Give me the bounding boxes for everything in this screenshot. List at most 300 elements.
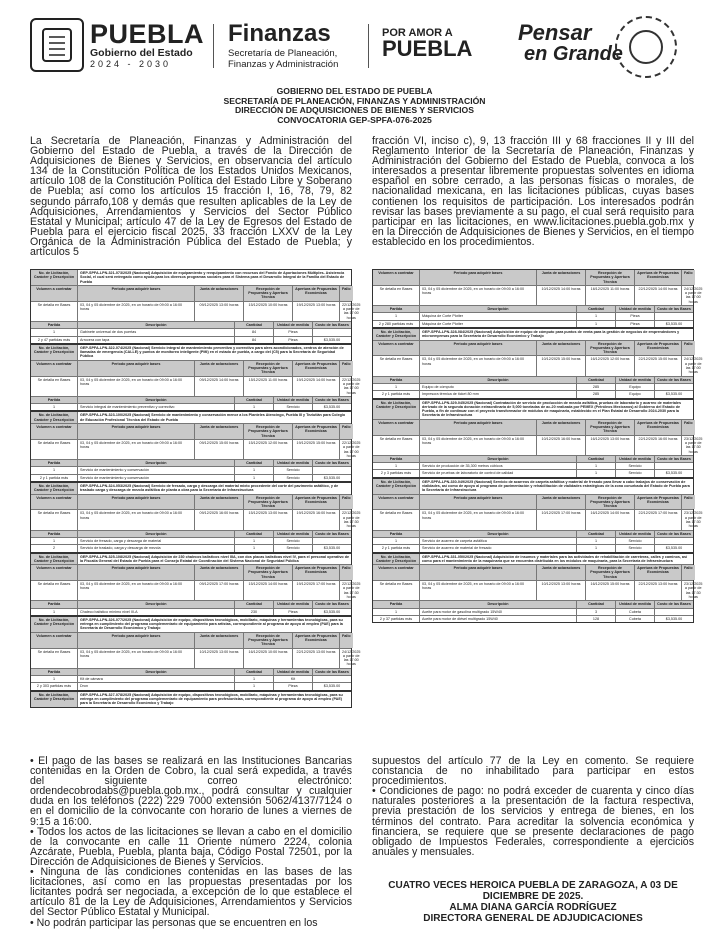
header-junta: Junta de aclaraciones — [194, 286, 243, 301]
header-volumen: Volumen a contratar — [373, 565, 419, 580]
cantidad-cell: 1 — [576, 470, 615, 476]
table-row — [373, 537, 693, 544]
header-unidad: Unidad de medida — [273, 669, 312, 675]
costo-cell — [312, 538, 351, 544]
partida-cell: 1 — [394, 609, 398, 614]
descripcion-cell: Arrocera con tapa — [77, 337, 234, 343]
descripcion-cell: Equipo de cómputo — [419, 384, 576, 390]
fallo-value: 24/12/2025 a partir de las 17:00 horas — [339, 649, 362, 668]
unidad-cell: Servicio — [615, 538, 654, 544]
header-volumen: Volumen a contratar — [373, 420, 419, 435]
header-volumen: Volumen a contratar — [31, 286, 77, 301]
junta-value: 10/12/2025 17:00 horas — [536, 510, 585, 529]
header-junta: Junta de aclaraciones — [194, 424, 243, 439]
header-volumen: Volumen a contratar — [31, 565, 77, 580]
header-recepcion: Recepción de Propuestas y Apertura Técnica — [243, 361, 292, 376]
tender-block — [372, 399, 703, 478]
recepcion-value: 16/12/2025 10:00 horas — [243, 649, 292, 668]
costo-cell: $3,535.00 — [654, 616, 693, 622]
label-no-licitacion: No. de Licitación, Carácter y Descripción — [31, 412, 77, 423]
header-costo: Costo de las Bases — [654, 531, 693, 537]
por-amor-a-puebla-logo — [382, 28, 472, 59]
table-row — [373, 469, 693, 476]
header-partida: Partida — [373, 306, 419, 312]
header-apertura: Apertura de Propuestas Económicas — [292, 565, 339, 580]
header-cantidad: Cantidad — [234, 601, 273, 607]
descripcion-cell: Chaleco balístico mínimo nivel III-A — [77, 609, 234, 615]
puebla-subtitle: Gobierno del Estado — [90, 46, 193, 59]
header-unidad: Unidad de medida — [615, 377, 654, 383]
header-volumen: Volumen a contratar — [31, 495, 77, 510]
label-no-licitacion: No. de Licitación, Carácter y Descripción — [31, 270, 77, 285]
header-costo: Costo de las Bases — [312, 601, 351, 607]
costo-cell — [654, 463, 693, 469]
label-no-licitacion: No. de Licitación, Carácter y Descripción — [373, 329, 419, 340]
costo-cell: $3,535.00 — [312, 683, 351, 689]
table-row — [373, 608, 693, 615]
costo-cell: $3,535.00 — [654, 545, 693, 551]
header-descripcion: Descripción — [419, 601, 576, 607]
unidad-cell: Kit — [273, 676, 312, 682]
header-unidad: Unidad de medida — [615, 306, 654, 312]
header-volumen: Volumen a contratar — [373, 341, 419, 356]
cantidad-cell: 285 — [576, 384, 615, 390]
signature-title: DIRECTORA GENERAL DE ADJUDICACIONES — [423, 913, 643, 924]
apertura-value: 19/12/2025 13:00 horas — [292, 302, 339, 321]
tender-description: GEP-SPFA-LPN-328-084/2025 (Nacional) Adquisición de equipo de cómputo para puntos de venta para la gestión de negocios de emprendedores y microempresas para la Secretaría de Desarrollo Económico y Trabajo — [419, 329, 693, 340]
header-fallo: Fallo — [681, 565, 695, 580]
periodo-value: 03, 04 y 05 diciembre de 2025, en un horario de 09:00 a 16:00 horas — [77, 581, 194, 600]
table-row — [373, 615, 693, 622]
header-descripcion: Descripción — [77, 397, 234, 403]
unidad-cell: Pieza — [615, 321, 654, 327]
header-apertura: Apertura de Propuestas Económicas — [292, 633, 339, 648]
unidad-cell: Equipo — [615, 384, 654, 390]
apertura-value: 19/12/2025 17:00 horas — [292, 581, 339, 600]
periodo-value: 03, 04 y 05 diciembre de 2025, en un horario de 09:00 a 16:00 horas — [419, 581, 536, 600]
header-partida: Partida — [31, 601, 77, 607]
fallo-value: 22/12/2025 a partir de las 17:30 horas — [339, 581, 362, 600]
descripcion-cell: Máquina de Corte Plotter — [419, 321, 576, 327]
title-line: CONVOCATORIA GEP-SPFA-076-2025 — [277, 114, 432, 125]
conditions-left — [30, 756, 352, 928]
table-row — [31, 544, 351, 551]
finanzas-subtitle-2: Finanzas y Administración — [228, 59, 339, 70]
intro-paragraph-right: fracción VI, inciso c), 9, 13 fracción III y 68 fracciones II y III del Reglamento Interior de la Secretaría de Planeación, Finanzas y Administración del Gobierno del Estado de Puebla, convoca a los interesados a presentar libremente propuestas solventes en idioma español en sobre cerrado, a las personas físicas o morales, de nacionalidad mexicana, en las licitaciones públicas, cuyas bases contienen los requisitos de participación. Los interesados podrán revisar las bases previamente a su pago, el cual será requisito para participar en las licitaciones, en www.licitaciones.puebla.gob.mx y en la Dirección de Adquisiciones de Bienes y Servicios, en el tiempo establecido en los procedimientos. — [372, 135, 694, 248]
header-junta: Junta de aclaraciones — [536, 341, 585, 356]
header-descripcion: Descripción — [419, 531, 576, 537]
descripcion-cell: Servicio integral de mantenimiento preventivo y correctivo — [77, 404, 234, 410]
header-divider — [213, 24, 214, 68]
header-recepcion: Recepción de Propuestas y Apertura Técnica — [243, 424, 292, 439]
header-recepcion: Recepción de Propuestas y Apertura Técnica — [585, 565, 634, 580]
header-apertura: Apertura de Propuestas Económicas — [292, 424, 339, 439]
condition-item: • El pago de las bases se realizará en las Instituciones Bancarias contenidas en la Orden de Cobro, la cual será expedida, a través del siguiente correo electrónico: ordendecobrodabs@puebla.gob.mx., podrá consultar y cualquier duda en los teléfonos (222) 229 7000 extensión 5062/4137/7124 o en el domicilio de la convocante con horario de lunes a viernes de 9:15 a 16:00. — [30, 755, 352, 828]
header-recepcion: Recepción de Propuestas y Apertura Técnica — [585, 420, 634, 435]
descripcion-cell: Impresora térmica de ticket 80 mm — [419, 391, 576, 397]
cantidad-cell: 1 — [234, 538, 273, 544]
header-cantidad: Cantidad — [234, 322, 273, 328]
costo-cell — [654, 609, 693, 615]
cantidad-cell: 128 — [576, 616, 615, 622]
header-fallo: Fallo — [681, 270, 695, 285]
tender-block — [372, 328, 703, 399]
por-amor-text: POR AMOR A — [382, 27, 453, 39]
header-apertura: Apertura de Propuestas Económicas — [634, 270, 681, 285]
unidad-cell: Servicio — [615, 545, 654, 551]
header-unidad: Unidad de medida — [273, 601, 312, 607]
tender-block — [372, 553, 703, 624]
label-no-licitacion: No. de Licitación, Carácter y Descripción — [31, 692, 77, 707]
apertura-value: 22/12/2025 14:00 horas — [634, 286, 681, 305]
partida-cell: 1 — [394, 384, 398, 389]
recepcion-value: 16/12/2025 11:00 horas — [585, 286, 634, 305]
apertura-value: 22/12/2025 13:00 horas — [292, 649, 339, 668]
label-no-licitacion: No. de Licitación, Carácter y Descripción — [373, 479, 419, 494]
costo-cell — [312, 467, 351, 473]
recepcion-value: 16/12/2025 13:00 horas — [585, 436, 634, 455]
cantidad-cell: 1 — [576, 463, 615, 469]
cantidad-cell: 1 — [576, 321, 615, 327]
table-row — [31, 403, 351, 410]
header-unidad: Unidad de medida — [273, 531, 312, 537]
header-periodo: Periodo para adquirir bases — [77, 565, 194, 580]
header-fallo: Fallo — [339, 361, 353, 376]
header-volumen: Volumen a contratar — [31, 361, 77, 376]
table-row — [373, 544, 693, 551]
cantidad-cell: 84 — [234, 337, 273, 343]
volumen-value: Se detalla en Bases — [37, 302, 71, 307]
table-row — [31, 608, 351, 615]
recepcion-value: 16/12/2025 14:00 horas — [585, 510, 634, 529]
header-costo: Costo de las Bases — [654, 306, 693, 312]
header-recepcion: Recepción de Propuestas y Apertura Técnica — [585, 341, 634, 356]
partida-cell: 1 — [52, 468, 56, 473]
header-cantidad: Cantidad — [234, 669, 273, 675]
header-cantidad: Cantidad — [234, 460, 273, 466]
header-cantidad: Cantidad — [576, 306, 615, 312]
header-descripcion: Descripción — [77, 322, 234, 328]
header-partida: Partida — [31, 397, 77, 403]
state-seal-icon — [30, 18, 84, 72]
recepcion-value: 15/12/2025 10:00 horas — [243, 302, 292, 321]
condition-item: • Ninguna de las condiciones contenidas en las bases de las licitaciones, así como en las propuestas presentadas por los licitantes podrá ser negociada, a excepción de lo que establece el artículo 81 de la Ley de Adquisiciones, Arrendamientos y Servicios del Sector Público Estatal y Municipal. — [30, 866, 352, 919]
label-no-licitacion: No. de Licitación, Carácter y Descripción — [373, 554, 419, 565]
volumen-value: Se detalla en Bases — [37, 377, 71, 382]
periodo-value: 03, 04 y 05 diciembre de 2025, en un horario de 09:00 a 16:00 horas — [419, 510, 536, 529]
header-junta: Junta de aclaraciones — [194, 565, 243, 580]
cantidad-cell: 230 — [234, 609, 273, 615]
fallo-value: 22/12/2025 a partir de las 17:00 horas — [339, 377, 362, 396]
tenders-table-column-left — [30, 269, 361, 708]
tender-block — [30, 411, 361, 482]
tender-description: GEP-SPFA-LPN-325-108/2025 (Nacional) Adquisición de 230 chalecos balísticos nivel IIIA, con dos placas balísticas nivel IV, para el personal operativo de la Fiscalía General del Estado de Puebla para el Consejo Estatal de Coordinación del Sistema Nacional de Seguridad Pública — [77, 554, 351, 565]
signature-place-date: CUATRO VECES HEROICA PUEBLA DE ZARAGOZA, A 03 DE DICIEMBRE DE 2025. — [388, 880, 678, 902]
partida-cell: 1 — [394, 538, 398, 543]
table-row — [31, 336, 351, 343]
header-periodo: Periodo para adquirir bases — [419, 270, 536, 285]
apertura-value: 19/12/2025 15:00 horas — [292, 440, 339, 459]
header-cantidad: Cantidad — [234, 531, 273, 537]
fallo-value: 23/12/2025 a partir de las 17:30 horas — [681, 436, 704, 455]
costo-cell: $3,535.00 — [654, 321, 693, 327]
header-descripcion: Descripción — [419, 456, 576, 462]
table-row — [373, 383, 693, 390]
tender-description: GEP-SPFA-LPN-330-049/2025 (Nacional) Servicio de acarreos de carpeta asfáltica y material de fresado para llevar a cabo trabajos de conservación de vialidades, así como de apoyo al programa de pavimentación y rehabilitación de vialidades estratégicas de la zona conurbada del Estado de Puebla para la Secretaría de Infraestructura — [419, 479, 693, 494]
volumen-value: Se detalla en Bases — [37, 440, 71, 445]
header-apertura: Apertura de Propuestas Económicas — [292, 361, 339, 376]
junta-value: 09/12/2025 15:00 horas — [194, 440, 243, 459]
title-line: DIRECCIÓN DE ADQUISICIONES DE BIENES Y SERVICIOS — [235, 105, 474, 116]
header-fallo: Fallo — [339, 495, 353, 510]
recepcion-value: 15/12/2025 12:00 horas — [243, 440, 292, 459]
periodo-value: 03, 04 y 05 diciembre de 2025, en un horario de 09:00 a 16:00 horas — [419, 436, 536, 455]
partida-cell: 2 y 280 partidas más — [378, 321, 414, 326]
tender-description: GEP-SPFA-LPN-326-077/2025 (Nacional) Adquisición de equipo, dispositivos tecnológicos, mobiliario, máquinas y herramientas tecnológicas, para su entrega en cumplimiento del programa complementario de equipamiento para artistas, correspondiente al programa de apoyo al empleo (PAE) para la Secretaría de Desarrollo Económico y Trabajo — [77, 617, 351, 632]
junta-value: 09/12/2025 14:00 horas — [194, 377, 243, 396]
condition-item: supuestos del artículo 77 de la Ley en comento. Se requiere constancia de no inhabilitado para participar en estos procedimientos. — [372, 755, 694, 788]
header-costo: Costo de las Bases — [312, 460, 351, 466]
header-descripcion: Descripción — [77, 669, 234, 675]
condition-item: • No podrán participar las personas que se encuentren en los — [30, 916, 318, 929]
tender-description: GEP-SPFA-LPN-331-050/2025 (Nacional) Adquisición de insumos y materiales para las actividades de rehabilitación de carreteras, calles y caminos, así como para el mantenimiento de la maquinaria que se encuentra distribuida en los módulos de maquinaria, para la Secretaría de Infraestructura — [419, 554, 693, 565]
costo-cell: $3,535.00 — [654, 391, 693, 397]
header-apertura: Apertura de Propuestas Económicas — [634, 495, 681, 510]
header-apertura: Apertura de Propuestas Económicas — [634, 341, 681, 356]
junta-value: 10/12/2025 16:00 horas — [536, 436, 585, 455]
unidad-cell: Servicio — [615, 463, 654, 469]
apertura-value: 19/12/2025 14:00 horas — [292, 377, 339, 396]
header-junta: Junta de aclaraciones — [536, 270, 585, 285]
recepcion-value: 15/12/2025 13:00 horas — [243, 510, 292, 529]
junta-value: 09/12/2025 13:00 horas — [194, 302, 243, 321]
periodo-value: 03, 04 y 05 diciembre de 2025, en un horario de 09:00 a 16:00 horas — [419, 286, 536, 305]
partida-cell: 2 y 47 partidas más — [37, 337, 71, 342]
header-fallo: Fallo — [339, 286, 353, 301]
label-no-licitacion: No. de Licitación, Carácter y Descripción — [31, 345, 77, 360]
cantidad-cell: 1 — [234, 404, 273, 410]
header-volumen: Volumen a contratar — [373, 495, 419, 510]
descripcion-cell: Servicio de fresado, carga y descarga de material — [77, 538, 234, 544]
table-row — [31, 537, 351, 544]
unidad-cell: Equipo — [615, 391, 654, 397]
periodo-value: 03, 04 y 05 diciembre de 2025, en un horario de 09:00 a 16:00 horas — [77, 510, 194, 529]
header-costo: Costo de las Bases — [654, 601, 693, 607]
header-fallo: Fallo — [339, 633, 353, 648]
en-grande-text: en Grande — [524, 43, 623, 65]
header-fallo: Fallo — [681, 495, 695, 510]
volumen-value: Se detalla en Bases — [37, 511, 71, 516]
table-row — [31, 682, 351, 689]
page-header — [0, 0, 709, 78]
tender-block — [30, 691, 352, 708]
partida-cell: 2 y 1 partida más — [381, 546, 411, 551]
descripcion-cell: Servicio de acarreo de material de fresado — [419, 545, 576, 551]
periodo-value: 03, 04 y 05 diciembre de 2025, en un horario de 09:00 a 16:00 horas — [77, 377, 194, 396]
signature-block — [372, 880, 694, 924]
header-apertura: Apertura de Propuestas Económicas — [634, 565, 681, 580]
tender-description: GEP-SPFA-LPN-327-078/2025 (Nacional) Adquisición de equipo, dispositivos tecnológicos, mobiliario, máquinas y herramientas tecnológicas, para su entrega en cumplimiento del programa complementario de equipamiento para profesionistas, correspondiente al programa de apoyo al empleo (PAE) para la Secretaría de Desarrollo Económico y Trabajo — [77, 692, 351, 707]
header-junta: Junta de aclaraciones — [194, 633, 243, 648]
costo-cell — [312, 676, 351, 682]
header-descripcion: Descripción — [419, 377, 576, 383]
header-fallo: Fallo — [681, 420, 695, 435]
puebla-years: 2024 - 2030 — [90, 58, 172, 69]
header-cantidad: Cantidad — [234, 397, 273, 403]
cantidad-cell: 285 — [576, 391, 615, 397]
apertura-value: 22/12/2025 15:00 horas — [634, 356, 681, 375]
volumen-value: Se detalla en Bases — [379, 286, 413, 291]
tender-description: GEP-SPFA-LPN-321-073/2025 (Nacional) Adquisición de equipamiento y reequipamiento con recursos del Fondo de Aportaciones Múltiples- Asistencia Social, el cual será entregado como ayuda para los diversos programas sociales para el Sistema para el Desarrollo Integral de la Familia del Estado de Puebla — [77, 270, 351, 285]
table-row — [31, 328, 351, 335]
recepcion-value: 16/12/2025 12:00 horas — [585, 356, 634, 375]
unidad-cell: Cubeta — [615, 609, 654, 615]
header-junta: Junta de aclaraciones — [536, 565, 585, 580]
descripcion-cell: Servicio de producción de 35,300 metros cúbicos — [419, 463, 576, 469]
fallo-value: 22/12/2025 a partir de las 17:00 horas — [339, 440, 362, 459]
periodo-value: 03, 04 y 05 diciembre de 2025, en un horario de 09:00 a 16:00 horas — [77, 440, 194, 459]
unidad-cell: Pieza — [273, 683, 312, 689]
costo-cell: $3,535.00 — [312, 475, 351, 481]
recepcion-value: 15/12/2025 11:00 horas — [243, 377, 292, 396]
tender-block — [30, 269, 361, 344]
cantidad-cell: 1 — [576, 545, 615, 551]
fallo-value: 23/12/2025 a partir de las 17:30 horas — [681, 510, 704, 529]
fallo-value: 24/12/2025 a partir de las 17:00 horas — [681, 356, 704, 375]
unidad-cell: Servicio — [273, 475, 312, 481]
unidad-cell: Servicio — [273, 538, 312, 544]
partida-cell: 1 — [52, 405, 56, 410]
header-divider — [368, 24, 369, 68]
cantidad-cell: 1 — [234, 475, 273, 481]
partida-cell: 1 — [52, 609, 56, 614]
intro-paragraph-left: La Secretaría de Planeación, Finanzas y Administración del Gobierno del Estado de Puebla, a través de la Dirección de Adquisiciones de Bienes y Servicios, en observancia del artículo 134 de la Constitución Política de los Estados Unidos Mexicanos, artículo 108 de la Constitución Política del Estado Libre y Soberano de Puebla; así como los artículos 15 fracción I, 16, 78, 79, 82 segundo párrafo,108 y demás que resulten aplicables de la Ley de Adquisiciones, Arrendamientos y Servicios del Sector Público Estatal y Municipal; artículo 47 de la Ley de Egresos del Estado de Puebla para el ejercicio fiscal 2025, 33 fracción LXXV de la Ley Orgánica de la Administración Pública del Estado de Puebla; y artículos 5 — [30, 135, 352, 259]
volumen-value: Se detalla en Bases — [379, 582, 413, 587]
table-row — [31, 466, 351, 473]
label-no-licitacion: No. de Licitación, Carácter y Descripción — [373, 400, 419, 419]
unidad-cell: Pieza — [615, 313, 654, 319]
apertura-value: 19/12/2025 16:00 horas — [292, 510, 339, 529]
cantidad-cell: 1 — [234, 467, 273, 473]
header-cantidad: Cantidad — [576, 531, 615, 537]
recepcion-value: 15/12/2025 14:00 horas — [243, 581, 292, 600]
apertura-value: 22/12/2025 16:00 horas — [634, 436, 681, 455]
signature-name: ALMA DIANA GARCÍA RODRÍGUEZ — [449, 902, 617, 913]
header-partida: Partida — [373, 456, 419, 462]
header-recepcion: Recepción de Propuestas y Apertura Técnica — [243, 495, 292, 510]
periodo-value: 03, 04 y 05 diciembre de 2025, en un horario de 09:00 a 16:00 horas — [77, 649, 194, 668]
volumen-value: Se detalla en Bases — [379, 357, 413, 362]
partida-cell: 2 y 303 partidas más — [36, 684, 72, 689]
tender-description: GEP-SPFA-LPN-324-053/2025 (Nacional) Servicio de fresado, carga y descarga del material mixto procedente del corte del pavimento asfáltico, y de traslado carga y descarga de mezcla asfáltica de planta a obra para la Secretaría de Infraestructura — [77, 483, 351, 494]
unidad-cell: Servicio — [273, 404, 312, 410]
descripcion-cell: Servicio de mantenimiento y conservación — [77, 467, 234, 473]
cantidad-cell: 1 — [234, 545, 273, 551]
header-recepcion: Recepción de Propuestas y Apertura Técnica — [243, 565, 292, 580]
table-row — [31, 675, 351, 682]
header-partida: Partida — [31, 460, 77, 466]
header-costo: Costo de las Bases — [654, 456, 693, 462]
header-partida: Partida — [31, 322, 77, 328]
puebla-text: PUEBLA — [382, 36, 473, 61]
costo-cell: $3,535.00 — [312, 609, 351, 615]
header-periodo: Periodo para adquirir bases — [419, 341, 536, 356]
header-recepcion: Recepción de Propuestas y Apertura Técnica — [243, 633, 292, 648]
header-periodo: Periodo para adquirir bases — [77, 361, 194, 376]
header-descripcion: Descripción — [77, 460, 234, 466]
finanzas-wordmark: Finanzas — [228, 20, 331, 47]
periodo-value: 03, 04 y 05 diciembre de 2025, en un horario de 09:00 a 16:00 horas — [419, 356, 536, 375]
table-row — [373, 462, 693, 469]
header-volumen: Volumen a contratar — [373, 270, 419, 285]
volumen-value: Se detalla en Bases — [379, 511, 413, 516]
header-apertura: Apertura de Propuestas Económicas — [292, 286, 339, 301]
junta-value: 09/12/2025 17:00 horas — [194, 581, 243, 600]
unidad-cell: Servicio — [273, 545, 312, 551]
tender-block — [372, 269, 703, 328]
volumen-value: Se detalla en Bases — [37, 649, 71, 654]
document-title-block — [0, 87, 709, 125]
descripcion-cell: Aceite para motor de diésel multigrado 15W40 — [419, 616, 576, 622]
tender-block — [30, 482, 361, 553]
label-no-licitacion: No. de Licitación, Carácter y Descripción — [31, 617, 77, 632]
partida-cell: 1 — [52, 330, 56, 335]
descripcion-cell: Servicio de acarreo de carpeta asfáltica — [419, 538, 576, 544]
tender-block — [30, 344, 361, 412]
title-line: GOBIERNO DEL ESTADO DE PUEBLA — [276, 86, 433, 96]
table-row — [31, 474, 351, 481]
cantidad-cell: 1 — [234, 683, 273, 689]
costo-cell: $3,535.00 — [312, 337, 351, 343]
apertura-value: 22/12/2025 13:00 horas — [634, 581, 681, 600]
partida-cell: 1 — [52, 677, 56, 682]
tender-block — [30, 616, 361, 691]
cantidad-cell: 1 — [576, 313, 615, 319]
cantidad-cell: 3 — [576, 609, 615, 615]
header-junta: Junta de aclaraciones — [536, 495, 585, 510]
descripcion-cell: Máquina de Corte Plotter — [419, 313, 576, 319]
header-cantidad: Cantidad — [576, 456, 615, 462]
descripcion-cell: Dron — [77, 683, 234, 689]
header-partida: Partida — [373, 377, 419, 383]
tender-block — [30, 553, 361, 616]
tender-block — [372, 478, 703, 553]
apertura-value: 22/12/2025 17:00 horas — [634, 510, 681, 529]
volumen-value: Se detalla en Bases — [379, 436, 413, 441]
partida-cell: 2 y 3 partidas más — [380, 471, 412, 476]
header-unidad: Unidad de medida — [273, 322, 312, 328]
header-junta: Junta de aclaraciones — [536, 420, 585, 435]
fallo-value: 22/12/2025 a partir de las 17:30 horas — [339, 510, 362, 529]
finanzas-logo — [228, 22, 338, 70]
unidad-cell: Pieza — [273, 337, 312, 343]
header-periodo: Periodo para adquirir bases — [77, 286, 194, 301]
header-costo: Costo de las Bases — [312, 397, 351, 403]
unidad-cell: Servicio — [273, 467, 312, 473]
descripcion-cell: Servicio de traslado, carga y descarga de mezcla — [77, 545, 234, 551]
header-partida: Partida — [373, 531, 419, 537]
header-costo: Costo de las Bases — [654, 377, 693, 383]
header-costo: Costo de las Bases — [312, 322, 351, 328]
header-unidad: Unidad de medida — [273, 397, 312, 403]
recepcion-value: 16/12/2025 15:00 horas — [585, 581, 634, 600]
header-recepcion: Recepción de Propuestas y Apertura Técnica — [585, 495, 634, 510]
fallo-value: 22/12/2025 a partir de las 17:00 horas — [339, 302, 362, 321]
header-fallo: Fallo — [681, 341, 695, 356]
unidad-cell: Cubeta — [615, 616, 654, 622]
circular-seal-icon — [615, 16, 677, 78]
descripcion-cell: Aceite para motor de gasolina multigrado 15W40 — [419, 609, 576, 615]
